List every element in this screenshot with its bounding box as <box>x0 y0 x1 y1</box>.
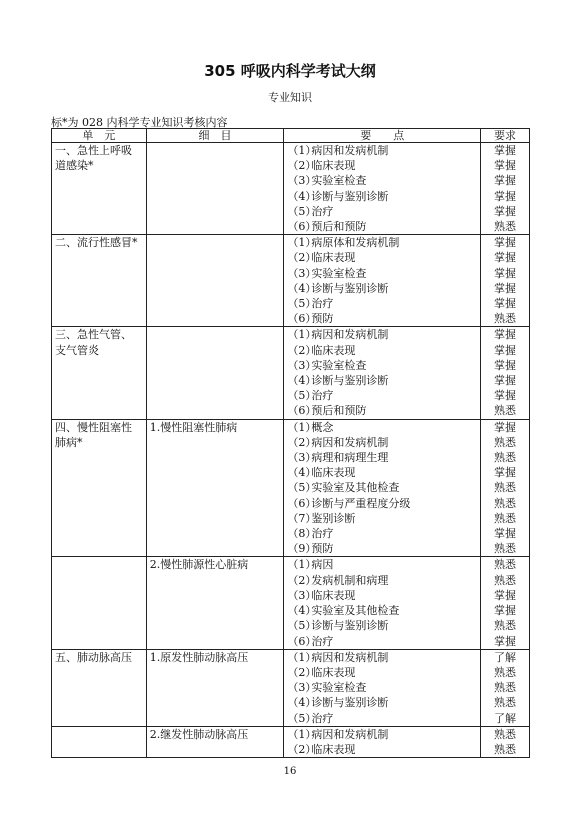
point-number: （1） <box>287 328 317 342</box>
requirement-level: 掌握 <box>494 466 517 480</box>
detail-cell: 1.慢性阻塞性肺病 <box>146 419 284 557</box>
point-text: 实验室检查 <box>311 174 367 188</box>
point-item <box>287 189 477 204</box>
point-number: （2） <box>287 573 317 587</box>
point-item <box>287 373 477 388</box>
point-number: （2） <box>287 665 317 679</box>
point-number: （6） <box>287 496 317 510</box>
header-detail: 细 目 <box>146 129 284 143</box>
point-number: （9） <box>287 542 317 556</box>
point-text: 诊断与鉴别诊断 <box>311 696 389 710</box>
point-text: 预后和预防 <box>311 220 367 234</box>
requirement-cell <box>481 327 530 419</box>
point-item <box>287 311 477 326</box>
point-number: （5） <box>287 481 317 495</box>
requirement-level: 熟悉 <box>494 681 517 695</box>
requirement-level: 熟悉 <box>494 619 517 633</box>
point-text: 诊断与严重程度分级 <box>311 496 411 510</box>
table-row <box>52 235 530 327</box>
point-number: （1） <box>287 727 317 741</box>
point-number: （4） <box>287 374 317 388</box>
requirement-level: 熟悉 <box>494 542 517 556</box>
point-number: （4） <box>287 466 317 480</box>
requirement-level: 熟悉 <box>494 312 517 326</box>
requirement-level: 掌握 <box>494 189 517 203</box>
table-note: 标*为 028 内科学专业知识考核内容 <box>51 116 228 129</box>
detail-cell <box>146 235 284 327</box>
point-number: （2） <box>287 343 317 357</box>
point-number: （5） <box>287 389 317 403</box>
point-item <box>287 266 477 281</box>
requirement-level: 熟悉 <box>494 573 517 587</box>
point-text: 预防 <box>311 542 334 556</box>
point-item <box>287 695 477 710</box>
point-text: 预防 <box>311 312 334 326</box>
requirement-level: 熟悉 <box>494 558 517 572</box>
point-item <box>287 343 477 358</box>
point-number: （6） <box>287 312 317 326</box>
point-text: 概念 <box>311 420 334 434</box>
point-number: （2） <box>287 435 317 449</box>
point-text: 治疗 <box>311 204 334 218</box>
point-text: 实验室检查 <box>311 266 367 280</box>
point-number: （1） <box>287 558 317 572</box>
point-text: 病理和病理生理 <box>311 451 389 465</box>
requirement-level: 掌握 <box>494 251 517 265</box>
point-number: （5） <box>287 619 317 633</box>
point-item <box>287 173 477 188</box>
point-item <box>287 665 477 680</box>
point-text: 鉴别诊断 <box>311 511 356 525</box>
points-cell <box>284 419 481 557</box>
point-text: 病因和发病机制 <box>311 727 389 741</box>
requirement-level: 掌握 <box>494 159 517 173</box>
point-item <box>287 650 477 665</box>
detail-cell: 1.原发性肺动脉高压 <box>146 649 284 726</box>
point-item <box>287 204 477 219</box>
point-item <box>287 526 477 541</box>
point-item <box>287 742 477 757</box>
point-text: 治疗 <box>311 711 334 725</box>
point-text: 预后和预防 <box>311 404 367 418</box>
point-text: 发病机制和病理 <box>311 573 389 587</box>
syllabus-table <box>51 128 530 758</box>
header-unit: 单 元 <box>52 129 147 143</box>
page-title: 305 呼吸内科学考试大纲 <box>204 62 376 80</box>
points-cell <box>284 235 481 327</box>
point-item <box>287 480 477 495</box>
point-item <box>287 327 477 342</box>
point-item <box>287 603 477 618</box>
point-number: （3） <box>287 266 317 280</box>
point-text: 临床表现 <box>311 742 356 756</box>
section-subtitle: 专业知识 <box>268 91 312 104</box>
point-item <box>287 158 477 173</box>
requirement-level: 掌握 <box>494 343 517 357</box>
point-text: 治疗 <box>311 297 334 311</box>
page-number: 16 <box>283 766 297 777</box>
point-item <box>287 250 477 265</box>
requirement-level: 熟悉 <box>494 404 517 418</box>
point-text: 诊断与鉴别诊断 <box>311 189 389 203</box>
table-row <box>52 327 530 419</box>
point-number: （2） <box>287 742 317 756</box>
point-text: 病因和发病机制 <box>311 328 389 342</box>
point-number: （5） <box>287 204 317 218</box>
requirement-level: 掌握 <box>494 420 517 434</box>
point-item <box>287 435 477 450</box>
point-text: 病因 <box>311 558 334 572</box>
point-text: 诊断与鉴别诊断 <box>311 281 389 295</box>
point-number: （4） <box>287 189 317 203</box>
requirement-cell <box>481 235 530 327</box>
point-text: 临床表现 <box>311 159 356 173</box>
table-header-row <box>52 129 530 143</box>
point-item <box>287 588 477 603</box>
points-cell <box>284 557 481 649</box>
requirement-level: 熟悉 <box>494 511 517 525</box>
point-number: （4） <box>287 281 317 295</box>
requirement-level: 熟悉 <box>494 496 517 510</box>
unit-cell <box>52 726 147 757</box>
points-cell <box>284 327 481 419</box>
header-requirement: 要求 <box>481 129 530 143</box>
requirement-cell <box>481 726 530 757</box>
point-text: 实验室检查 <box>311 358 367 372</box>
requirement-level: 掌握 <box>494 604 517 618</box>
point-text: 临床表现 <box>311 251 356 265</box>
header-points: 要 点 <box>284 129 481 143</box>
requirement-level: 熟悉 <box>494 696 517 710</box>
requirement-cell <box>481 143 530 235</box>
point-text: 实验室及其他检查 <box>311 481 400 495</box>
point-number: （6） <box>287 404 317 418</box>
point-item <box>287 403 477 418</box>
requirement-level: 掌握 <box>494 374 517 388</box>
requirement-level: 熟悉 <box>494 665 517 679</box>
point-item <box>287 450 477 465</box>
detail-cell <box>146 327 284 419</box>
point-item <box>287 296 477 311</box>
requirement-level: 掌握 <box>494 204 517 218</box>
point-number: （6） <box>287 220 317 234</box>
point-item <box>287 711 477 726</box>
requirement-level: 熟悉 <box>494 435 517 449</box>
point-item <box>287 618 477 633</box>
point-item <box>287 219 477 234</box>
requirement-level: 掌握 <box>494 144 517 157</box>
point-text: 病因和发病机制 <box>311 144 389 157</box>
requirement-cell <box>481 557 530 649</box>
point-text: 治疗 <box>311 527 334 541</box>
point-item <box>287 557 477 572</box>
points-cell <box>284 726 481 757</box>
point-text: 临床表现 <box>311 343 356 357</box>
point-number: （6） <box>287 634 317 648</box>
detail-cell: 2.慢性肺源性心脏病 <box>146 557 284 649</box>
unit-cell: 四、慢性阻塞性肺病* <box>52 419 147 557</box>
point-item <box>287 420 477 435</box>
point-number: （1） <box>287 650 317 664</box>
point-item <box>287 235 477 250</box>
point-text: 诊断与鉴别诊断 <box>311 619 389 633</box>
point-item <box>287 727 477 742</box>
unit-cell: 二、流行性感冒* <box>52 235 147 327</box>
point-item <box>287 680 477 695</box>
table-row <box>52 557 530 649</box>
requirement-level: 掌握 <box>494 389 517 403</box>
point-text: 治疗 <box>311 389 334 403</box>
point-text: 病因和发病机制 <box>311 435 389 449</box>
point-text: 治疗 <box>311 634 334 648</box>
point-number: （5） <box>287 711 317 725</box>
table-row <box>52 726 530 757</box>
point-text: 病原体和发病机制 <box>311 236 400 250</box>
point-number: （1） <box>287 144 317 157</box>
requirement-level: 掌握 <box>494 266 517 280</box>
point-number: （4） <box>287 696 317 710</box>
requirement-level: 掌握 <box>494 527 517 541</box>
point-text: 实验室及其他检查 <box>311 604 400 618</box>
unit-cell <box>52 557 147 649</box>
requirement-level: 了解 <box>494 711 517 725</box>
point-text: 实验室检查 <box>311 681 367 695</box>
point-number: （2） <box>287 251 317 265</box>
point-text: 临床表现 <box>311 466 356 480</box>
point-number: （3） <box>287 174 317 188</box>
requirement-level: 掌握 <box>494 328 517 342</box>
point-item <box>287 143 477 158</box>
unit-cell: 一、急性上呼吸道感染* <box>52 143 147 235</box>
point-number: （3） <box>287 451 317 465</box>
point-number: （4） <box>287 604 317 618</box>
point-number: （5） <box>287 297 317 311</box>
table-row <box>52 649 530 726</box>
point-text: 诊断与鉴别诊断 <box>311 374 389 388</box>
unit-cell: 五、肺动脉高压 <box>52 649 147 726</box>
requirement-cell <box>481 649 530 726</box>
table-row <box>52 419 530 557</box>
requirement-level: 掌握 <box>494 588 517 602</box>
requirement-level: 掌握 <box>494 634 517 648</box>
requirement-level: 熟悉 <box>494 220 517 234</box>
point-item <box>287 465 477 480</box>
requirement-level: 掌握 <box>494 236 517 250</box>
requirement-level: 掌握 <box>494 281 517 295</box>
point-number: （1） <box>287 420 317 434</box>
point-item <box>287 573 477 588</box>
point-number: （8） <box>287 527 317 541</box>
detail-cell <box>146 143 284 235</box>
requirement-level: 了解 <box>494 650 517 664</box>
point-text: 临床表现 <box>311 588 356 602</box>
requirement-level: 熟悉 <box>494 451 517 465</box>
requirement-level: 熟悉 <box>494 727 517 741</box>
requirement-level: 掌握 <box>494 358 517 372</box>
requirement-level: 熟悉 <box>494 481 517 495</box>
point-number: （3） <box>287 681 317 695</box>
point-item <box>287 511 477 526</box>
table-row <box>52 143 530 235</box>
point-item <box>287 634 477 649</box>
unit-cell: 三、急性气管、支气管炎 <box>52 327 147 419</box>
table-body <box>52 143 530 758</box>
point-number: （3） <box>287 588 317 602</box>
point-item <box>287 496 477 511</box>
point-item <box>287 358 477 373</box>
point-number: （2） <box>287 159 317 173</box>
requirement-level: 掌握 <box>494 174 517 188</box>
point-number: （3） <box>287 358 317 372</box>
requirement-cell <box>481 419 530 557</box>
point-text: 病因和发病机制 <box>311 650 389 664</box>
point-text: 临床表现 <box>311 665 356 679</box>
point-item <box>287 388 477 403</box>
points-cell <box>284 649 481 726</box>
requirement-level: 熟悉 <box>494 742 517 756</box>
point-number: （1） <box>287 236 317 250</box>
point-item <box>287 281 477 296</box>
point-number: （7） <box>287 511 317 525</box>
detail-cell: 2.继发性肺动脉高压 <box>146 726 284 757</box>
points-cell <box>284 143 481 235</box>
point-item <box>287 541 477 556</box>
requirement-level: 掌握 <box>494 297 517 311</box>
